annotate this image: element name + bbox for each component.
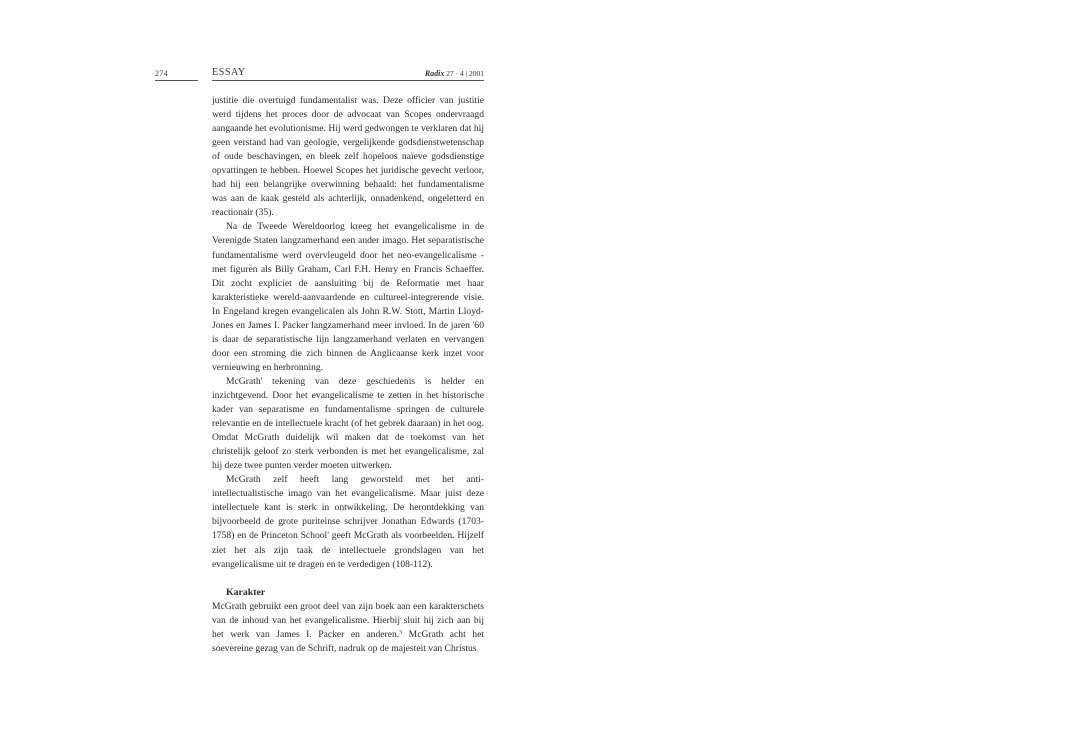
paragraph-text: McGrath gebruikt een groot deel van zijn boek aan een karakterschets van de inhoud van het evangelicalisme. Hierbij sluit hij zich aan bij het werk van James I. Packer en anderen.: [212, 600, 484, 640]
section-label: ESSAY: [212, 67, 246, 78]
running-head: [425, 69, 484, 78]
header-rule-left: [155, 80, 198, 81]
paragraph-text: McGrath acht het soevereine gezag van de Schrift, nadruk op de majesteit van Christus: [212, 628, 484, 654]
header-rule: [212, 80, 484, 81]
article-body: [212, 94, 484, 656]
page-number: 274: [155, 69, 168, 78]
paragraph: justitie die overtuigd fundamentalist was. Deze officier van justitie werd tijdens het proces door de advocaat van Scopes ondervraagd aangaande het evolutionisme. Hij werd gedwongen te verklaren dat hij geen verstand had van geologie, vergelijkende godsdienstwetenschap of oude beschavingen, en bleek zelf hopeloos naïeve godsdienstige opvattingen te hebben. Hoewel Scopes het juridische gevecht verloor, had hij een belangrijke overwinning behaald: het fundamentalisme was aan de kaak gesteld als achterlijk, onnadenkend, ongeletterd en reactionair (35).: [212, 95, 484, 219]
paragraph: [212, 600, 484, 656]
paragraph: McGrath' tekening van deze geschiedenis is helder en inzichtgevend. Door het evangelicalisme te zetten in het historische kader van separatisme en fundamentalisme springen de culturele relevantie en de intellectuele kracht (of het gebrek daaraan) in het oog. Omdat McGrath duidelijk wil maken dat de toekomst van het christelijk geloof zo sterk verbonden is met het evangelicalisme, zal hij deze twee punten verder moeten uitwerken.: [212, 375, 484, 472]
issue-info: 27 · 4 | 2001: [446, 69, 484, 78]
paragraph: Na de Tweede Wereldoorlog kreeg het evangelicalisme in de Verenigde Staten langzamerhand een ander imago. Het separatistische fundamentalisme werd overvleugeld door het neo-evangelicalisme - met figuren als Billy Graham, Carl F.H. Henry en Francis Schaeffer. Dit zocht expliciet de aansluiting bij de Reformatie met haar karakteristieke wereld-aanvaardende en cultureel-integrerende visie. In Engeland kregen evangelicalen als John R.W. Stott, Martin Lloyd-Jones en James I. Packer langzamerhand meer invloed. In de jaren '60 is daar de separatistische lijn langzamerhand verlaten en vervangen door een stroming die zich binnen de Anglicaanse kerk inzet voor vernieuwing en herbronning.: [212, 221, 484, 373]
subheading: Karakter: [226, 586, 266, 598]
journal-title: Radix: [424, 69, 445, 78]
footnote-marker: 3: [399, 629, 403, 636]
paragraph: McGrath zelf heeft lang geworsteld met het anti-intellectualistische imago van het evangelicalisme. Maar juist deze intellectuele kant is sterk in ontwikkeling. De herontdekking van bijvoorbeeld de grote puriteinse schrijver Jonathan Edwards (1703-1758) en de Princeton School' geeft McGrath als voorbeelden. Hijzelf ziet het als zijn taak de intellectuele grondslagen van het evangelicalisme uit te dragen en te verdedigen (108-112).: [212, 474, 484, 570]
